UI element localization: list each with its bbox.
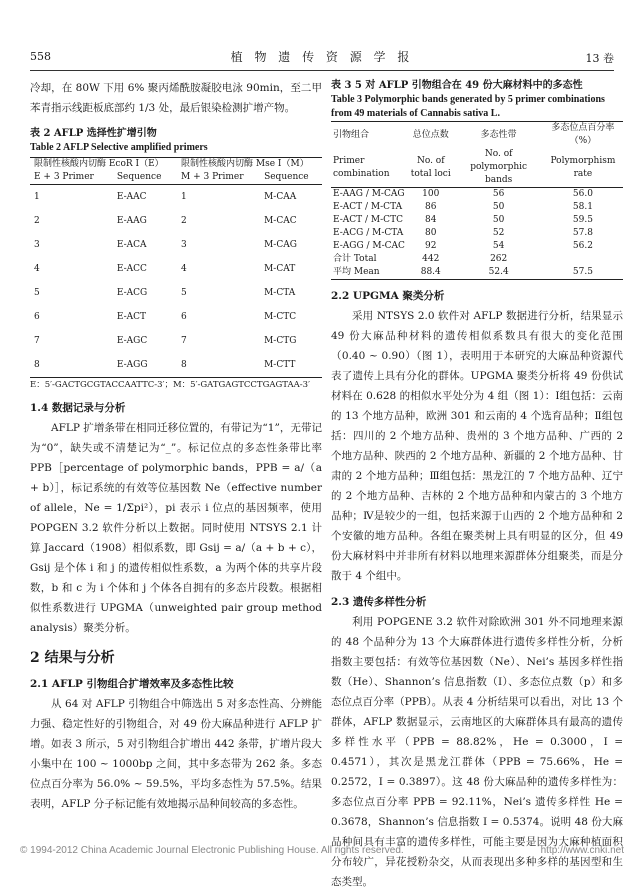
- table-cell: 7: [34, 335, 40, 346]
- table-cell: E-ACT: [116, 311, 147, 322]
- table-cell: E-ACC: [116, 263, 147, 274]
- table-cell: E-AGC: [116, 335, 148, 346]
- table-cell: 2: [34, 215, 40, 226]
- table-cell: 7: [181, 335, 187, 346]
- table-row: [30, 281, 322, 305]
- table-cell: 4: [34, 263, 40, 274]
- table3-col-header-en: No. of polymorphic bands: [454, 148, 542, 188]
- table-row: [331, 214, 623, 227]
- table-row: [30, 305, 322, 329]
- table-cell: M-CTC: [264, 311, 297, 322]
- table-cell: E-AGG / M-CAC: [333, 241, 405, 251]
- table3-col-header-en: Primer combination: [331, 148, 407, 188]
- table-row: [331, 266, 623, 280]
- table-row: [30, 209, 322, 233]
- table-cell: 3: [34, 239, 40, 250]
- table3-col-header-en: Polymorphism rate: [543, 148, 623, 188]
- table-cell: 50: [492, 215, 505, 225]
- table-cell: 100: [422, 189, 440, 199]
- table-row: [331, 227, 623, 240]
- table-cell: 57.8: [572, 228, 593, 238]
- paragraph-upgma: 采用 NTSYS 2.0 软件对 AFLP 数据进行分析，结果显示 49 份大麻品种材料的遗传相似系数具有很大的变化范围（0.40 ~ 0.90）（图 1），表明用于本研究的大麻品种资源代表了遗传上具有分化的群体。UPGMA 聚类分析将 49 份供试材料在 0.628 的相似水平处分为 4 组（图 1）：Ⅰ组包括：云南的 13 个地方品种，欧洲 301 和云南的 4 个选育品种；Ⅱ组包括：四川的 2 个地方品种、贵州的 3 个地方品种、广西的 2 个地方品种、陕西的 2 个地方品种、新疆的 2 个地方品种、甘肃的 2 个地方品种；Ⅲ组包括：黑龙江的 7 个地方品种、辽宁的 2 个地方品种、吉林的 2 个地方品种和内蒙古的 3 个地方品种；Ⅳ是较少的一组，包括来源于山西的 2 个地方品种和 2 个安徽的地方品种。各组在聚类树上具有明显的区分，但 49 份大麻材料中并非所有材料以地理来源群体分组聚类，而是分散于 4 个组中。: [331, 310, 623, 582]
- table-cell: M-CAA: [264, 191, 297, 202]
- table-cell: 50: [492, 202, 505, 212]
- table-cell: 59.5: [572, 215, 593, 225]
- header-rule: [30, 70, 614, 71]
- table-cell: E-ACA: [116, 239, 147, 250]
- table-cell: 54: [492, 241, 505, 251]
- table-cell: E-ACT / M-CTC: [333, 215, 403, 225]
- table-cell: 8: [30, 353, 113, 378]
- section-heading-1-4: 1.4 数据记录与分析: [30, 402, 126, 414]
- section-heading-2-3: 2.3 遗传多样性分析: [331, 596, 427, 608]
- table-row: [331, 201, 623, 214]
- section-heading-2-2: 2.2 UPGMA 聚类分析: [331, 290, 445, 302]
- table-cell: M-CAG: [264, 239, 297, 250]
- table-cell: E-AAG / M-CAG: [333, 189, 405, 199]
- table2-head-mse: 限制性核酸内切酶 Mse I（M）: [181, 159, 309, 169]
- table-cell: 88.4: [407, 266, 454, 280]
- page-header: [30, 48, 614, 66]
- table-cell: 92: [425, 241, 437, 251]
- table3-col-header: 引物组合: [331, 122, 407, 149]
- table-row: [30, 185, 322, 210]
- table-cell: E-ACT / M-CTA: [333, 202, 403, 212]
- table-row: [331, 253, 623, 266]
- table-cell: 5: [181, 287, 187, 298]
- table3-col-header: 多态位点百分率（%）: [543, 122, 623, 149]
- table2-col-header: Sequence: [260, 171, 322, 185]
- table3-col-header-en: No. of total loci: [407, 148, 454, 188]
- table2-head-ecor: 限制性核酸内切酶 EcoR I（E）: [34, 159, 164, 169]
- right-column: [331, 78, 623, 892]
- table-cell: 4: [181, 263, 187, 274]
- table-cell: E-AAG: [116, 215, 147, 226]
- table2-caption: [30, 126, 322, 155]
- table-cell: M-CTA: [264, 287, 296, 298]
- table-cell: E-AGG: [113, 353, 177, 378]
- table3-caption: [331, 78, 623, 121]
- paragraph-continuation: 冷却，在 80W 下用 6% 聚丙烯酰胺凝胶电泳 90min，至二甲苯青指示线距板底部约 1/3 处，最后银染检测扩增产物。: [30, 82, 322, 114]
- paragraph-data-analysis: AFLP 扩增条带在相同迁移位置的，有带记为“1”，无带记为“0”，缺失或不清楚记为“_”。标记位点的多态性条带比率 PPB［percentage of polymorphic bands，PPB = a/（a + b）］，标记系统的有效等位基因数 Ne（effective number of allele，Ne = 1/Σpi²），pi 表示 i 位点的基因频率，使用 POPGEN 3.2 软件分析以上数据。同时使用 NTSYS 2.1 计算 Jaccard（1908）相似系数，即 Gsij = a/（a + b + c），Gsij 是个体 i 和 j 的遗传相似性系数，a 为两个体的共享片段数，b 和 c 为 i 个体和 j 个体各自拥有的多态片段数。根据相似性系数进行 UPGMA（unweighted pair group method analysis）聚类分析。: [30, 422, 322, 634]
- left-column: [30, 78, 322, 814]
- table2-col-header: Sequence: [113, 171, 177, 185]
- table-cell: 442: [422, 254, 440, 264]
- table-cell: 3: [181, 239, 187, 250]
- footer-url[interactable]: http://www.cnki.net: [540, 845, 624, 856]
- table-row: [30, 353, 322, 378]
- table2-note: E：5′-GACTGCGTACCAATTC-3′；M：5′-GATGAGTCCTGAGTAA-3′: [30, 380, 310, 390]
- table-cell: 合计 Total: [333, 254, 377, 264]
- table-row: [331, 188, 623, 202]
- table3: [331, 121, 623, 280]
- copyright-text: © 1994-2012 China Academic Journal Electronic Publishing House. All rights reserved.: [20, 845, 404, 856]
- table-cell: 1: [181, 191, 187, 202]
- table-cell: 56.2: [572, 241, 593, 251]
- table-cell: M-CTT: [260, 353, 322, 378]
- table-cell: 平均 Mean: [331, 266, 407, 280]
- table-cell: 80: [425, 228, 437, 238]
- table-cell: M-CAT: [264, 263, 296, 274]
- table2-col-header: E + 3 Primer: [30, 171, 113, 185]
- table-cell: M-CAC: [264, 215, 297, 226]
- table-row: [30, 233, 322, 257]
- table-cell: [543, 253, 623, 266]
- table-cell: E-ACG: [116, 287, 148, 298]
- table-row: [331, 240, 623, 253]
- table2-caption-cn: 表 2 AFLP 选择性扩增引物: [30, 128, 157, 139]
- table-row: [30, 257, 322, 281]
- table-cell: 1: [34, 191, 40, 202]
- table-cell: E-ACG / M-CTA: [333, 228, 404, 238]
- table-cell: M-CTG: [264, 335, 297, 346]
- table2-caption-en: Table 2 AFLP Selective amplified primers: [30, 142, 208, 153]
- table-cell: 86: [425, 202, 437, 212]
- table2: [30, 157, 322, 378]
- table-cell: E-AAC: [116, 191, 147, 202]
- table-cell: 56: [492, 189, 505, 199]
- table-cell: 2: [181, 215, 187, 226]
- table3-col-header: 多态性带: [454, 122, 542, 149]
- page-number: 558: [30, 50, 51, 63]
- table-cell: 58.1: [572, 202, 593, 212]
- table-cell: 6: [181, 311, 187, 322]
- table-row: [30, 329, 322, 353]
- journal-title: 植 物 遗 传 资 源 学 报: [230, 50, 414, 64]
- section-heading-2-1: 2.1 AFLP 引物组合扩增效率及多态性比较: [30, 678, 234, 690]
- paragraph-diversity: 利用 POPGENE 3.2 软件对除欧洲 301 外不同地理来源的 48 个品种分为 13 个大麻群体进行遗传多样性分析，分析指数主要包括：有效等位基因数（Ne）、Nei’s 基因多样性指数（He）、Shannon’s 信息指数（I）、多态位点数（p）和多态位点百分率（PPB）。从表 4 分析结果可以看出，对比 13 个群体，AFLP 数据显示，云南地区的大麻群体具有最高的遗传多样性水平（PPB = 88.82%，He = 0.3000，I = 0.4571），其次是黑龙江群体（PPB = 75.66%，He = 0.2572，I = 0.3897）。这 48 份大麻品种的遗传多样性为：多态位点百分率 PPB = 92.11%，Nei’s 遗传多样性 He = 0.3678，Shannon’s 信息指数 I = 0.5374。说明 48 份大麻品种间具有丰富的遗传多样性，可能主要是因为大麻种植面积分布较广，异花授粉杂交，从而表现出多种多样的基因型和生态类型。: [331, 616, 623, 888]
- table-cell: 84: [425, 215, 437, 225]
- volume-label: 13 卷: [585, 52, 614, 65]
- table-cell: 262: [490, 254, 508, 264]
- paragraph-amplification: 从 64 对 AFLP 引物组合中筛选出 5 对多态性高、分辨能力强、稳定性好的引物组合，对 49 份大麻品种进行 AFLP 扩增。如表 3 所示，5 对引物组合扩增出 442 条带，扩增片段大小集中在 100 ~ 1000bp 之间，其中多态带为 262 条。多态位点百分率为 56.0% ~ 59.5%，平均多态性为 57.5%。结果表明，AFLP 分子标记能有效地揭示品种间较高的多态性。: [30, 698, 322, 810]
- table3-caption-cn: 表 3 5 对 AFLP 引物组合在 49 份大麻材料中的多态性: [331, 80, 583, 91]
- table-cell: 52.4: [454, 266, 542, 280]
- table-cell: 6: [34, 311, 40, 322]
- table3-caption-en: Table 3 Polymorphic bands generated by 5 primer combinations from 49 materials of Cannabis sativa L.: [331, 94, 605, 119]
- table-cell: 5: [34, 287, 40, 298]
- table3-col-header: 总位点数: [407, 122, 454, 149]
- table2-col-header: M + 3 Primer: [177, 171, 260, 185]
- table-cell: 52: [492, 228, 505, 238]
- section-heading-2: 2 结果与分析: [30, 650, 115, 666]
- table-cell: 57.5: [543, 266, 623, 280]
- table-cell: 56.0: [572, 189, 593, 199]
- table-cell: 8: [177, 353, 260, 378]
